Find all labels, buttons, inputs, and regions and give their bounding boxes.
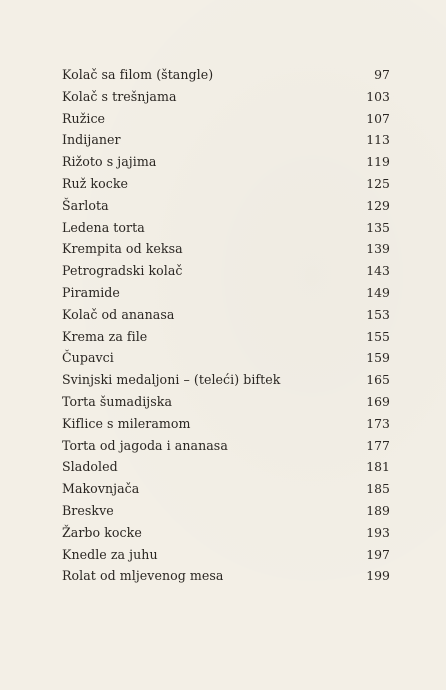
- toc-entry-page-number: 149: [366, 284, 390, 300]
- toc-entry-page-number: 119: [366, 154, 390, 170]
- toc-entry-page-number: 113: [366, 132, 390, 148]
- toc-entry-title: Krema za file: [62, 328, 148, 344]
- toc-entry-page-number: 189: [366, 502, 390, 518]
- toc-entry-title: Kolač od ananasa: [62, 306, 175, 322]
- toc-entry-page-number: 177: [366, 437, 390, 453]
- toc-entry-page-number: 173: [366, 415, 390, 431]
- toc-entry-title: Žarbo kocke: [62, 524, 142, 540]
- toc-entry: [62, 238, 390, 260]
- toc-entry-title: Ruž kocke: [62, 175, 129, 191]
- toc-entry: [62, 522, 390, 544]
- toc-entry: [62, 326, 390, 348]
- toc-entry: [62, 86, 390, 108]
- toc-entry-page-number: 97: [374, 67, 390, 82]
- toc-entry-title: Čupavci: [62, 350, 114, 366]
- toc-entry-page-number: 159: [366, 350, 390, 366]
- toc-entry-page-number: 185: [366, 481, 390, 497]
- toc-entry: [62, 478, 390, 500]
- toc-entry: [62, 413, 390, 435]
- toc-entry: [62, 304, 390, 326]
- toc-entry-page-number: 103: [366, 88, 390, 104]
- toc-entry: [62, 500, 390, 522]
- toc-entry-title: Indijaner: [62, 132, 121, 148]
- toc-entry: [62, 260, 390, 282]
- toc-entry: [62, 282, 390, 304]
- toc-entry-page-number: 125: [366, 175, 390, 191]
- toc-entry-page-number: 107: [366, 110, 390, 126]
- toc-entry: [62, 435, 390, 457]
- toc-entry: [62, 64, 390, 86]
- toc-entry-title: Ledena torta: [62, 219, 145, 235]
- toc-entry-title: Kiflice s mileramom: [62, 415, 191, 431]
- toc-entry-title: Torta šumadijska: [62, 393, 173, 409]
- toc-entry-page-number: 181: [366, 459, 390, 475]
- toc-entry-title: Makovnjača: [62, 481, 140, 497]
- toc-entry-title: Ružice: [62, 110, 106, 126]
- toc-entry-title: Piramide: [62, 284, 120, 300]
- toc-entry-page-number: 153: [366, 306, 390, 322]
- toc-entry: [62, 173, 390, 195]
- toc-entry: [62, 456, 390, 478]
- toc-entry: [62, 108, 390, 130]
- toc-entry-page-number: 169: [366, 393, 390, 409]
- toc-entry-title: Breskve: [62, 502, 114, 518]
- toc-entry-title: Torta od jagoda i ananasa: [62, 437, 228, 453]
- toc-entry-title: Svinjski medaljoni – (teleći) biftek: [62, 372, 281, 388]
- toc-entry-title: Rolat od mljevenog mesa: [62, 568, 224, 584]
- toc-entry-page-number: 155: [366, 328, 390, 344]
- toc-entry-title: Knedle za juhu: [62, 546, 158, 562]
- toc-entry: [62, 544, 390, 566]
- toc-entry: [62, 565, 390, 587]
- table-of-contents: [62, 64, 390, 587]
- toc-entry-title: Sladoled: [62, 459, 118, 475]
- toc-entry-page-number: 197: [366, 546, 390, 562]
- toc-entry-page-number: 135: [366, 219, 390, 235]
- toc-entry: [62, 217, 390, 239]
- toc-entry-title: Kolač sa filom (štangle): [62, 67, 214, 82]
- toc-entry-page-number: 129: [366, 197, 390, 213]
- toc-entry-title: Krempita od keksa: [62, 241, 183, 257]
- toc-entry-title: Rižoto s jajima: [62, 154, 157, 170]
- toc-entry-page-number: 139: [366, 241, 390, 257]
- toc-entry-page-number: 193: [366, 524, 390, 540]
- toc-entry: [62, 369, 390, 391]
- toc-entry: [62, 195, 390, 217]
- toc-entry-page-number: 165: [366, 372, 390, 388]
- toc-entry-title: Petrogradski kolač: [62, 263, 183, 279]
- toc-entry: [62, 151, 390, 173]
- toc-entry-title: Kolač s trešnjama: [62, 88, 177, 104]
- toc-entry-page-number: 143: [366, 263, 390, 279]
- toc-entry: [62, 347, 390, 369]
- toc-entry-page-number: 199: [366, 568, 390, 584]
- toc-entry: [62, 129, 390, 151]
- toc-entry-title: Šarlota: [62, 197, 109, 213]
- toc-entry: [62, 391, 390, 413]
